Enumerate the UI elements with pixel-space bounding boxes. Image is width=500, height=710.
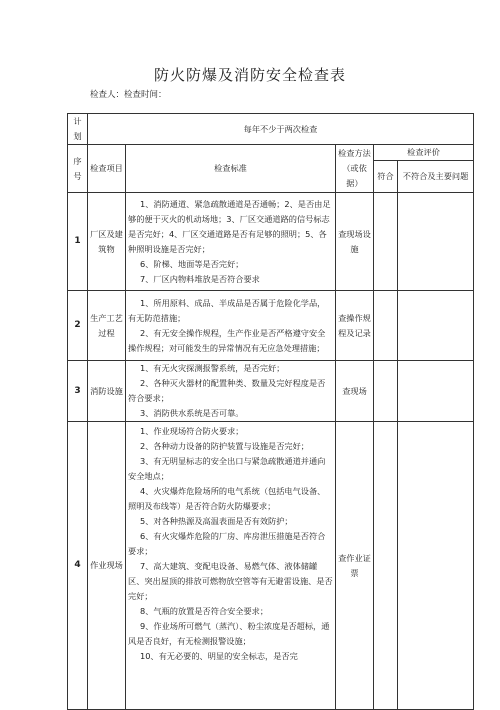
inspector-line: 检查人：检查时间： <box>90 90 167 100</box>
standard-line: 7、高大建筑、变配电设备、易燃气体、液体储罐区、突出屋顶的排放可燃物放空管等有无避雷设施、是否完好； <box>128 561 333 601</box>
standard-line: 5、对各种热源及高温表面是否有效防护； <box>140 516 293 526</box>
standard-line: 9、作业场所可燃气（蒸汽）、粉尘浓度是否超标，通风是否良好，有无检测报警设施； <box>128 621 330 646</box>
row-seq: 4 <box>68 422 88 710</box>
standard-line: 6、阶梯、地面等是否完好； <box>140 258 244 269</box>
seq-header: 序号 <box>68 145 88 193</box>
row-seq: 2 <box>68 291 88 361</box>
row-standards <box>126 193 336 291</box>
standard-line: 2、有无安全操作规程，生产作业是否严格遵守安全操作规程；对可能发生的异常情况有无应急处理措施； <box>128 327 326 353</box>
standard-line: 1、有无火灾探测报警系统，是否完好； <box>140 363 285 373</box>
standard-line: 1、所用原料、成品、半成品是否属于危险化学品，有无防范措施； <box>128 297 326 323</box>
page-title: 防火防爆及消防安全检查表 <box>153 66 346 84</box>
item-header: 检查项目 <box>88 145 126 193</box>
row-nonconform[interactable] <box>398 291 474 361</box>
row-seq: 1 <box>68 193 88 291</box>
row-method: 查现场设施 <box>336 193 374 291</box>
conform-header: 符合 <box>374 161 398 193</box>
row-item: 作业现场 <box>88 422 126 710</box>
row-conform[interactable] <box>374 422 398 710</box>
row-seq: 3 <box>68 361 88 422</box>
standard-line: 6、有火灾爆炸危险的厂房、库房泄压措施是否符合要求； <box>128 531 326 556</box>
row-nonconform[interactable] <box>398 422 474 710</box>
row-method: 查作业证票 <box>336 422 374 710</box>
row-standards <box>126 422 336 710</box>
plan-label: 计划 <box>68 114 88 145</box>
table-row <box>68 422 474 710</box>
standard-line: 2、各种动力设备的防护装置与设施是否完好； <box>140 441 309 451</box>
table-row <box>68 361 474 422</box>
standard-line: 1、消防通道、紧急疏散通道是否通畅；2、是否由足够的便于灭火的机动场地；3、厂区交通道路的信号标志是否完好；4、厂区交通道路是否有足够的照明；5、各种照明设施是否完好； <box>128 198 331 254</box>
row-method: 查现场 <box>336 361 374 422</box>
standard-line: 3、消防供水系统是否可靠。 <box>140 408 244 418</box>
standard-line: 1、作业现场符合防火要求； <box>140 426 244 436</box>
standard-line: 7、厂区内物料堆放是否符合要求 <box>140 273 260 284</box>
row-standards <box>126 361 336 422</box>
standard-header: 检查标准 <box>126 145 336 193</box>
row-nonconform[interactable] <box>398 193 474 291</box>
standard-line: 8、气瓶的放置是否符合安全要求； <box>140 606 269 616</box>
row-item: 厂区及建筑物 <box>88 193 126 291</box>
plan-value: 每年不少于两次检查 <box>88 114 474 145</box>
row-standards <box>126 291 336 361</box>
nonconform-header: 不符合及主要问题 <box>398 161 474 193</box>
row-item: 消防设施 <box>88 361 126 422</box>
row-conform[interactable] <box>374 361 398 422</box>
row-conform[interactable] <box>374 193 398 291</box>
row-nonconform[interactable] <box>398 361 474 422</box>
row-method: 查操作规程及记录 <box>336 291 374 361</box>
eval-header: 检查评价 <box>374 145 474 161</box>
standard-line: 3、有无明显标志的安全出口与紧急疏散通道并通向安全地点； <box>128 456 326 481</box>
row-conform[interactable] <box>374 291 398 361</box>
method-header: 检查方法（或依据） <box>336 145 374 193</box>
table-row <box>68 291 474 361</box>
inspection-table <box>67 113 474 710</box>
standard-line: 2、各种灭火器材的配置种类、数量及完好程度是否符合要求； <box>128 378 326 403</box>
table-row <box>68 193 474 291</box>
standard-line: 10、有无必要的、明显的安全标志，是否完 <box>140 651 298 661</box>
row-item: 生产工艺过程 <box>88 291 126 361</box>
standard-line: 4、火灾爆炸危险场所的电气系统（包括电气设备、照明及布线等）是否符合防火防爆要求； <box>128 486 326 511</box>
